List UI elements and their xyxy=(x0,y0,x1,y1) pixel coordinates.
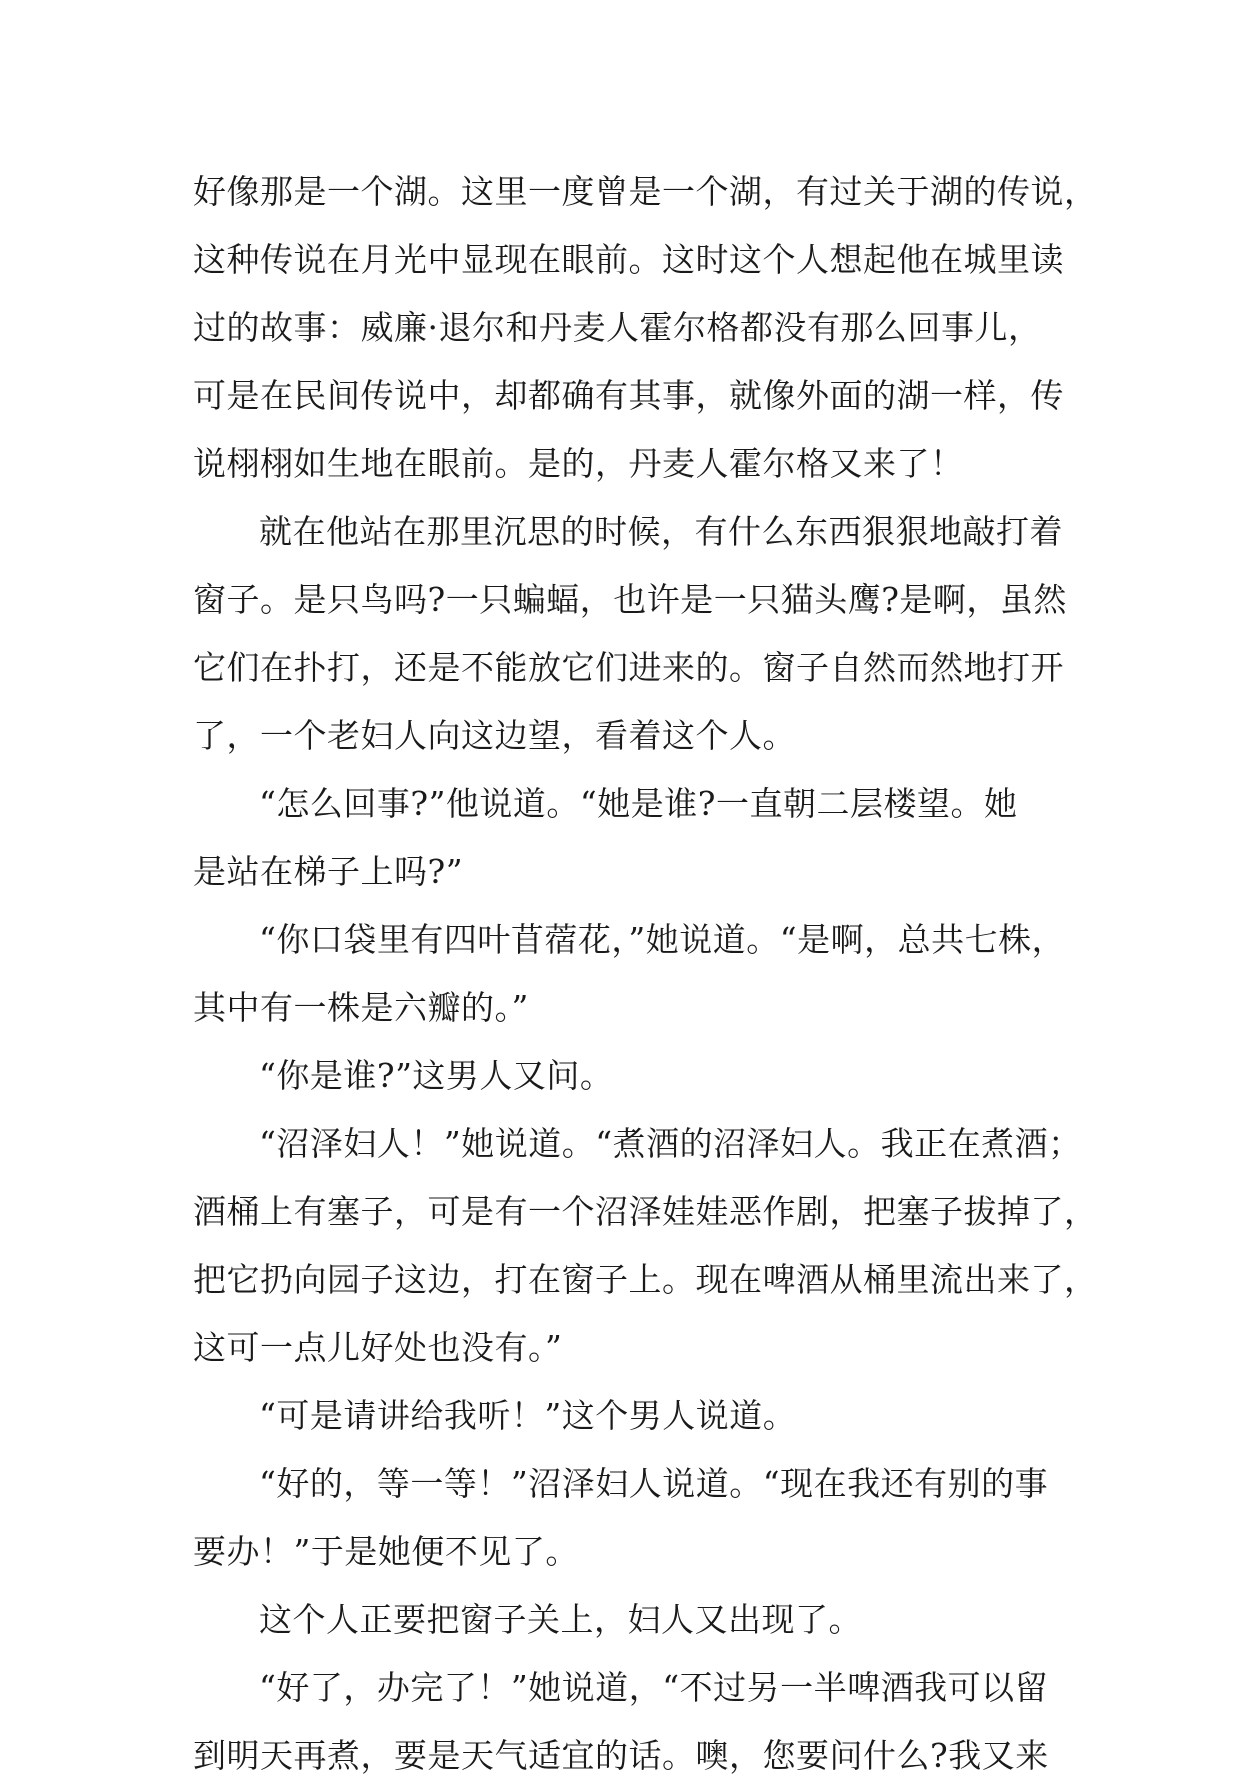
text-line: 酒桶上有塞子，可是有一个沼泽娃娃恶作剧，把塞子拔掉了， xyxy=(193,1192,1098,1231)
text-line: 就在他站在那里沉思的时候，有什么东西狠狠地敲打着 xyxy=(259,512,1063,551)
text-line: “怎么回事?”他说道。“她是谁?一直朝二层楼望。她 xyxy=(259,784,1018,823)
text-line: 好像那是一个湖。这里一度曾是一个湖，有过关于湖的传说， xyxy=(193,172,1098,211)
text-line: 要办！”于是她便不见了。 xyxy=(193,1532,579,1571)
text-line: 这个人正要把窗子关上，妇人又出现了。 xyxy=(259,1600,862,1639)
text-line: “好了，办完了！”她说道，“不过另一半啤酒我可以留 xyxy=(259,1668,1049,1707)
text-line: “沼泽妇人！”她说道。“煮酒的沼泽妇人。我正在煮酒； xyxy=(259,1124,1082,1163)
text-line: 其中有一株是六瓣的。” xyxy=(193,988,529,1027)
text-line: 窗子。是只鸟吗?一只蝙蝠，也许是一只猫头鹰?是啊，虽然 xyxy=(193,580,1067,619)
text-line: 是站在梯子上吗?” xyxy=(193,852,464,891)
text-line: “好的，等一等！”沼泽妇人说道。“现在我还有别的事 xyxy=(259,1464,1049,1503)
text-line: 这可一点儿好处也没有。” xyxy=(193,1328,563,1367)
text-line: 它们在扑打，还是不能放它们进来的。窗子自然而然地打开 xyxy=(193,648,1064,687)
text-line: 过的故事：威廉·退尔和丹麦人霍尔格都没有那么回事儿， xyxy=(193,308,1042,347)
text-line: 把它扔向园子这边，打在窗子上。现在啤酒从桶里流出来了， xyxy=(193,1260,1098,1299)
document-body xyxy=(193,158,1098,1790)
text-line: 说栩栩如生地在眼前。是的，丹麦人霍尔格又来了！ xyxy=(193,444,964,483)
text-line: “你口袋里有四叶苜蓿花，”她说道。“是啊，总共七株， xyxy=(259,920,1066,959)
text-line: 可是在民间传说中，却都确有其事，就像外面的湖一样，传 xyxy=(193,376,1064,415)
text-line: 了，一个老妇人向这边望，看着这个人。 xyxy=(193,716,796,755)
text-line: “可是请讲给我听！”这个男人说道。 xyxy=(259,1396,797,1435)
text-line: 这种传说在月光中显现在眼前。这时这个人想起他在城里读 xyxy=(193,240,1064,279)
text-line: “你是谁?”这男人又问。 xyxy=(259,1056,614,1095)
text-line: 到明天再煮，要是天气适宜的话。噢，您要问什么?我又来 xyxy=(193,1736,1049,1775)
